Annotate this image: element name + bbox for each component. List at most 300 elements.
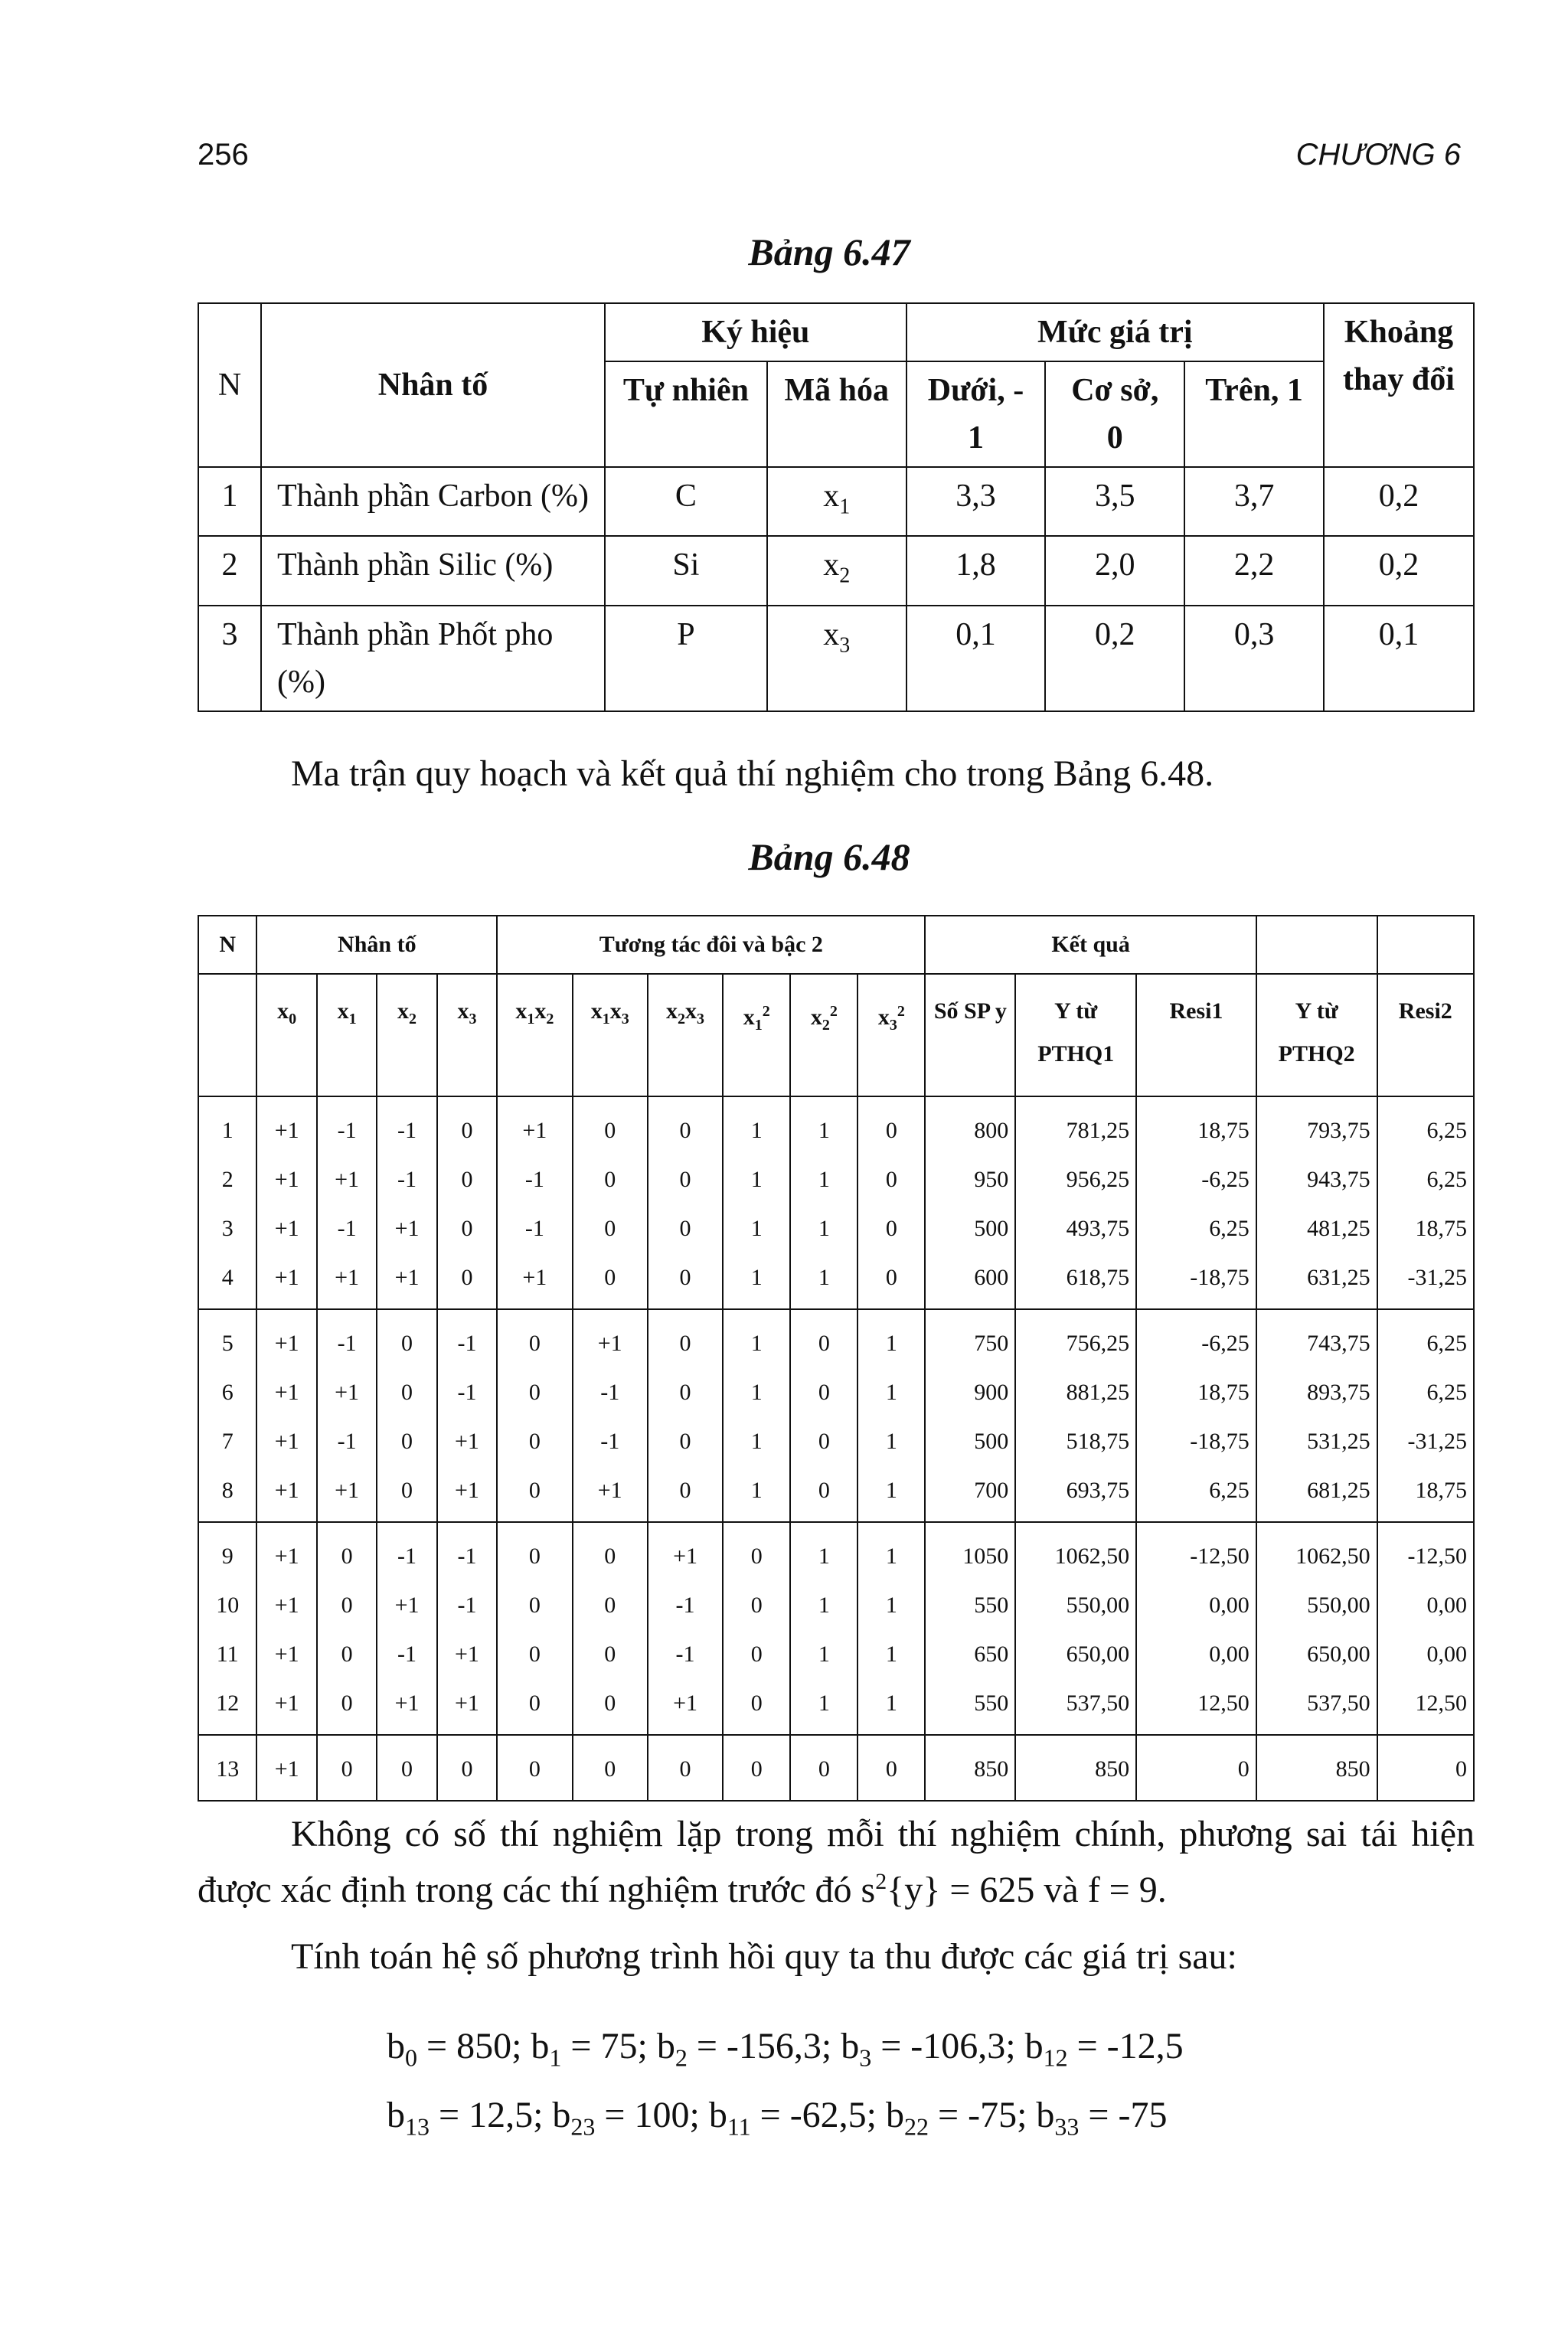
column-header (317, 974, 377, 1096)
table-cell: 0 (377, 1368, 436, 1417)
table-row (198, 1417, 1474, 1466)
factor-name: Thành phần Carbon (%) (261, 467, 605, 536)
header-symbol: x (743, 1004, 755, 1030)
coefficient-subscript: 11 (727, 2112, 751, 2141)
paragraph-variance-text: Không có số thí nghiệm lặp trong mỗi thí nghiệm chính, phương sai tái hiện được xác định trong các thí nghiệm trước đó s (198, 1814, 1475, 1910)
header-natural: Tự nhiên (605, 361, 767, 467)
table-cell: -1 (437, 1309, 497, 1368)
table-cell: 0 (1136, 1735, 1256, 1801)
header-n: N (198, 916, 256, 974)
table-cell: 0 (317, 1522, 377, 1581)
coefficient-value: = -62,5; (750, 2095, 887, 2135)
factor-name: Thành phần Silic (%) (261, 536, 605, 605)
table-cell: 1 (858, 1417, 925, 1466)
table-cell: 1 (790, 1204, 858, 1253)
table-cell: 6,25 (1377, 1368, 1474, 1417)
row-number: 5 (198, 1309, 256, 1368)
table-cell: 537,50 (1256, 1679, 1377, 1735)
row-number: 7 (198, 1417, 256, 1466)
table-cell: +1 (377, 1204, 436, 1253)
table-cell: 0 (317, 1679, 377, 1735)
level-base: 0,2 (1045, 606, 1184, 711)
coefficient-subscript: 13 (405, 2112, 430, 2141)
table-cell: 18,75 (1377, 1204, 1474, 1253)
table-cell: +1 (317, 1466, 377, 1522)
header-subscript: 2 (822, 1017, 830, 1034)
table-cell: 650 (925, 1630, 1015, 1679)
coded-base: x (823, 547, 840, 583)
paragraph-coefficients: Tính toán hệ số phương trình hồi quy ta thu được các giá trị sau: (291, 1936, 1237, 1977)
coefficient-symbol: b (1024, 2026, 1044, 2066)
table-cell: 0 (317, 1581, 377, 1630)
table-cell: 12,50 (1136, 1679, 1256, 1735)
row-number: 8 (198, 1466, 256, 1522)
header-empty (198, 974, 256, 1096)
table-cell: 0 (437, 1253, 497, 1309)
table-cell: 1 (790, 1630, 858, 1679)
column-header (723, 974, 790, 1096)
table-cell: 1062,50 (1015, 1522, 1136, 1581)
table-cell: 756,25 (1015, 1309, 1136, 1368)
table-cell: 0 (790, 1309, 858, 1368)
coefficient-value: = -75; (929, 2095, 1037, 2135)
table-cell: -1 (573, 1417, 648, 1466)
table-cell: 1062,50 (1256, 1522, 1377, 1581)
table-cell: 1 (790, 1096, 858, 1155)
coefficient-symbol: b (531, 2026, 550, 2066)
header-symbol: x (810, 1004, 822, 1030)
table-cell: -1 (317, 1417, 377, 1466)
chapter-title: CHƯƠNG 6 (1295, 138, 1461, 172)
table-cell: 0 (497, 1309, 572, 1368)
table-cell: 0 (497, 1679, 572, 1735)
table-cell: 0 (573, 1581, 648, 1630)
table-cell: 1 (790, 1253, 858, 1309)
table-cell: 0 (573, 1204, 648, 1253)
column-header: Resi1 (1136, 974, 1256, 1096)
table-cell: 800 (925, 1096, 1015, 1155)
table-6-48-caption: Bảng 6.48 (748, 835, 910, 878)
header-symbol: x (277, 998, 289, 1024)
table-row (198, 1204, 1474, 1253)
table-cell: 0 (437, 1735, 497, 1801)
table-cell: 0 (377, 1309, 436, 1368)
header-symbol: x (609, 998, 622, 1024)
table-cell: 0 (573, 1679, 648, 1735)
column-header (377, 974, 436, 1096)
table-row (198, 1522, 1474, 1581)
header-symbol: x (666, 998, 678, 1024)
table-cell: 1 (723, 1096, 790, 1155)
table-cell: 0 (648, 1466, 723, 1522)
interval: 0,1 (1324, 606, 1474, 711)
table-cell: 618,75 (1015, 1253, 1136, 1309)
table-row (198, 1630, 1474, 1679)
table-cell: 0 (723, 1522, 790, 1581)
table-row (198, 1309, 1474, 1368)
column-header (790, 974, 858, 1096)
table-cell: 1 (723, 1466, 790, 1522)
table-cell: +1 (256, 1155, 316, 1204)
table-cell: -1 (497, 1155, 572, 1204)
header-level: Mức giá trị (906, 303, 1324, 361)
table-cell: 1 (723, 1253, 790, 1309)
table-cell: 850 (1256, 1735, 1377, 1801)
table-cell: -1 (377, 1096, 436, 1155)
table-cell: -31,25 (1377, 1417, 1474, 1466)
table-cell: 0,00 (1377, 1581, 1474, 1630)
header-factor: Nhân tố (261, 303, 605, 467)
table-cell: 6,25 (1377, 1155, 1474, 1204)
table-cell: +1 (437, 1679, 497, 1735)
table-cell: -12,50 (1136, 1522, 1256, 1581)
coefficient-subscript: 33 (1054, 2112, 1080, 2141)
table-cell: 518,75 (1015, 1417, 1136, 1466)
table-cell: 650,00 (1015, 1630, 1136, 1679)
table-cell: -31,25 (1377, 1253, 1474, 1309)
table-cell: 850 (925, 1735, 1015, 1801)
table-row (198, 1466, 1474, 1522)
row-number: 12 (198, 1679, 256, 1735)
level-base: 2,0 (1045, 536, 1184, 605)
table-cell: 0 (377, 1466, 436, 1522)
table-cell: 0 (790, 1466, 858, 1522)
coefficient-symbol: b (387, 2095, 405, 2135)
table-cell: +1 (437, 1417, 497, 1466)
table-cell: +1 (377, 1581, 436, 1630)
table-cell: -18,75 (1136, 1417, 1256, 1466)
table-cell: 1 (858, 1630, 925, 1679)
table-cell: 0 (723, 1581, 790, 1630)
table-cell: 1 (790, 1581, 858, 1630)
table-cell: 693,75 (1015, 1466, 1136, 1522)
table-cell: 6,25 (1377, 1096, 1474, 1155)
table-cell: 537,50 (1015, 1679, 1136, 1735)
coefficient-subscript: 12 (1043, 2043, 1068, 2072)
table-cell: 1 (858, 1466, 925, 1522)
header-subscript: 0 (289, 1011, 297, 1027)
coefficient-value: = -106,3; (871, 2026, 1025, 2066)
table-cell: -1 (377, 1522, 436, 1581)
row-number: 1 (198, 1096, 256, 1155)
table-cell: 1 (723, 1204, 790, 1253)
row-number: 11 (198, 1630, 256, 1679)
table-cell: 0 (497, 1522, 572, 1581)
coefficient-symbol: b (841, 2026, 860, 2066)
row-number: 13 (198, 1735, 256, 1801)
coded-symbol (767, 606, 906, 711)
table-cell: 850 (1015, 1735, 1136, 1801)
table-cell: 550 (925, 1581, 1015, 1630)
table-cell: 893,75 (1256, 1368, 1377, 1417)
table-cell: 18,75 (1377, 1466, 1474, 1522)
table-cell: 900 (925, 1368, 1015, 1417)
header-symbol: x (515, 998, 528, 1024)
table-6-47 (198, 302, 1475, 712)
header-subscript: 2 (678, 1011, 686, 1027)
table-6-47-caption: Bảng 6.47 (748, 230, 910, 273)
header-subscript: 3 (621, 1011, 629, 1027)
row-number: 10 (198, 1581, 256, 1630)
table-cell: +1 (437, 1630, 497, 1679)
coded-subscript: 3 (839, 633, 851, 658)
table-cell: 0 (723, 1630, 790, 1679)
coefficient-subscript: 1 (549, 2043, 562, 2072)
table-cell: -1 (377, 1630, 436, 1679)
coded-base: x (823, 616, 840, 652)
table-cell: 956,25 (1015, 1155, 1136, 1204)
superscript: 2 (875, 1869, 887, 1894)
header-subscript: 2 (409, 1011, 417, 1027)
natural-symbol: P (605, 606, 767, 711)
coefficient-subscript: 22 (904, 2112, 929, 2141)
coefficient-symbol: b (552, 2095, 571, 2135)
table-cell: -1 (437, 1581, 497, 1630)
table-cell: 881,25 (1015, 1368, 1136, 1417)
table-cell: +1 (377, 1253, 436, 1309)
table-cell: -1 (648, 1581, 723, 1630)
table-row (198, 1581, 1474, 1630)
header-factor: Nhân tố (256, 916, 497, 974)
header-subscript: 1 (754, 1017, 763, 1034)
coefficient-subscript: 0 (405, 2043, 417, 2072)
header-subscript: 2 (546, 1011, 554, 1027)
natural-symbol: C (605, 467, 767, 536)
row-number: 9 (198, 1522, 256, 1581)
interval: 0,2 (1324, 536, 1474, 605)
coefficient-value: = 12,5; (430, 2095, 553, 2135)
column-header (437, 974, 497, 1096)
table-cell: 550 (925, 1679, 1015, 1735)
header-result: Kết quả (925, 916, 1256, 974)
table-cell: 1 (790, 1679, 858, 1735)
header-coded: Mã hóa (767, 361, 906, 467)
table-cell: -18,75 (1136, 1253, 1256, 1309)
table-cell: 0 (648, 1417, 723, 1466)
table-cell: -1 (377, 1155, 436, 1204)
header-subscript: 3 (697, 1011, 705, 1027)
header-symbol: x (457, 998, 469, 1024)
table-cell: 6,25 (1136, 1466, 1256, 1522)
header-symbol: x (590, 998, 603, 1024)
table-cell: 0 (317, 1630, 377, 1679)
coded-base: x (823, 479, 840, 514)
coefficient-symbol: b (708, 2095, 727, 2135)
table-cell: 0 (648, 1096, 723, 1155)
table-cell: 0 (317, 1735, 377, 1801)
table-cell: 600 (925, 1253, 1015, 1309)
equation-line-1 (387, 2025, 1184, 2073)
table-cell: 750 (925, 1309, 1015, 1368)
table-cell: 0 (437, 1155, 497, 1204)
column-header (497, 974, 572, 1096)
header-low: Dưới, - 1 (906, 361, 1046, 467)
table-cell: 0 (573, 1253, 648, 1309)
column-header (858, 974, 925, 1096)
natural-symbol: Si (605, 536, 767, 605)
table-cell: +1 (256, 1253, 316, 1309)
table-cell: +1 (256, 1630, 316, 1679)
coefficient-value: = -75 (1079, 2095, 1168, 2135)
table-cell: 0 (648, 1204, 723, 1253)
table-row (198, 467, 1474, 536)
table-cell: +1 (573, 1466, 648, 1522)
table-cell: 0 (648, 1735, 723, 1801)
interval: 0,2 (1324, 467, 1474, 536)
table-cell: 0 (573, 1522, 648, 1581)
table-cell: -6,25 (1136, 1155, 1256, 1204)
table-cell: -1 (648, 1630, 723, 1679)
table-row (198, 1253, 1474, 1309)
column-header: Resi2 (1377, 974, 1474, 1096)
table-cell: 943,75 (1256, 1155, 1377, 1204)
coefficient-value: = -12,5 (1067, 2026, 1184, 2066)
table-cell: 6,25 (1377, 1309, 1474, 1368)
table-cell: 0 (573, 1096, 648, 1155)
column-header: Y từ PTHQ1 (1015, 974, 1136, 1096)
table-cell: +1 (377, 1679, 436, 1735)
table-cell: +1 (437, 1466, 497, 1522)
coefficient-value: = 850; (417, 2026, 531, 2066)
table-cell: -1 (437, 1368, 497, 1417)
coefficient-value: = 75; (561, 2026, 657, 2066)
table-cell: 0 (497, 1735, 572, 1801)
table-row (198, 1155, 1474, 1204)
row-number: 4 (198, 1253, 256, 1309)
table-cell: +1 (648, 1522, 723, 1581)
table-cell: -12,50 (1377, 1522, 1474, 1581)
table-cell: 18,75 (1136, 1096, 1256, 1155)
header-symbol: x (337, 998, 349, 1024)
equation-line-2 (387, 2094, 1167, 2141)
header-interval: Khoảng thay đổi (1324, 303, 1474, 467)
header-subscript: 1 (527, 1011, 535, 1027)
column-header: Y từ PTHQ2 (1256, 974, 1377, 1096)
table-cell: 550,00 (1256, 1581, 1377, 1630)
table-cell: 650,00 (1256, 1630, 1377, 1679)
table-cell: 0 (497, 1417, 572, 1466)
table-cell: 0 (437, 1096, 497, 1155)
factor-name: Thành phần Phốt pho (%) (261, 606, 605, 711)
table-cell: 631,25 (1256, 1253, 1377, 1309)
table-cell: 700 (925, 1466, 1015, 1522)
table-cell: 481,25 (1256, 1204, 1377, 1253)
header-subscript: 3 (889, 1017, 897, 1034)
coefficient-subscript: 3 (859, 2043, 872, 2072)
intro-text: Ma trận quy hoạch và kết quả thí nghiệm cho trong Bảng 6.48. (291, 753, 1214, 794)
table-cell: 0 (790, 1417, 858, 1466)
paragraph-variance (198, 1811, 1475, 1914)
table-cell: 0 (790, 1368, 858, 1417)
table-row (198, 536, 1474, 605)
table-cell: 0 (648, 1155, 723, 1204)
row-number: 3 (198, 1204, 256, 1253)
table-cell: +1 (256, 1309, 316, 1368)
table-cell: 0 (858, 1155, 925, 1204)
coded-symbol (767, 536, 906, 605)
table-cell: +1 (317, 1368, 377, 1417)
table-cell: 950 (925, 1155, 1015, 1204)
table-cell: 1 (723, 1417, 790, 1466)
table-row (198, 1735, 1474, 1801)
table-cell: -1 (317, 1204, 377, 1253)
header-symbol: x (534, 998, 547, 1024)
table-cell: 6,25 (1136, 1204, 1256, 1253)
table-row (198, 1096, 1474, 1155)
row-number: 2 (198, 1155, 256, 1204)
table-cell: 0 (497, 1630, 572, 1679)
level-high: 0,3 (1184, 606, 1324, 711)
table-cell: 0 (377, 1735, 436, 1801)
table-cell: 0,00 (1136, 1581, 1256, 1630)
row-number: 1 (198, 467, 261, 536)
paragraph-variance-tail: {y} = 625 và f = 9. (887, 1870, 1167, 1910)
table-cell: 500 (925, 1417, 1015, 1466)
header-base: Cơ sở, 0 (1045, 361, 1184, 467)
table-cell: 0 (648, 1368, 723, 1417)
table-row (198, 606, 1474, 711)
header-symbol: x (397, 998, 410, 1024)
coefficient-value: = 100; (595, 2095, 709, 2135)
table-6-48 (198, 915, 1475, 1802)
header-symbol: x (877, 1004, 890, 1030)
level-base: 3,5 (1045, 467, 1184, 536)
coefficient-subscript: 2 (675, 2043, 688, 2072)
table-row (198, 1368, 1474, 1417)
table-cell: 0,00 (1377, 1630, 1474, 1679)
table-cell: 1 (858, 1581, 925, 1630)
table-cell: 0,00 (1136, 1630, 1256, 1679)
table-cell: +1 (256, 1522, 316, 1581)
table-cell: +1 (497, 1096, 572, 1155)
table-cell: 0 (497, 1581, 572, 1630)
page-number: 256 (198, 138, 249, 172)
table-cell: 0 (573, 1735, 648, 1801)
table-cell: 0 (497, 1466, 572, 1522)
table-cell: 1 (723, 1155, 790, 1204)
table-cell: 550,00 (1015, 1581, 1136, 1630)
header-symbol: x (685, 998, 697, 1024)
column-header: Số SP y (925, 974, 1015, 1096)
table-cell: +1 (256, 1368, 316, 1417)
coded-subscript: 1 (839, 495, 851, 519)
level-low: 1,8 (906, 536, 1046, 605)
table-cell: +1 (256, 1679, 316, 1735)
table-cell: +1 (256, 1466, 316, 1522)
table-cell: 0 (723, 1679, 790, 1735)
table-cell: +1 (256, 1581, 316, 1630)
page-header (198, 138, 1461, 184)
coefficient-subscript: 23 (570, 2112, 596, 2141)
table-cell: 18,75 (1136, 1368, 1256, 1417)
table-cell: 1 (858, 1368, 925, 1417)
table-cell: +1 (256, 1204, 316, 1253)
header-subscript: 1 (602, 1011, 610, 1027)
table-cell: -1 (573, 1368, 648, 1417)
table-cell: 1 (858, 1522, 925, 1581)
coefficient-symbol: b (1036, 2095, 1055, 2135)
coefficient-symbol: b (656, 2026, 675, 2066)
table-cell: 1050 (925, 1522, 1015, 1581)
coefficient-symbol: b (886, 2095, 905, 2135)
table-cell: 0 (648, 1253, 723, 1309)
table-cell: 0 (790, 1735, 858, 1801)
table-cell: -1 (317, 1309, 377, 1368)
header-subscript: 1 (348, 1011, 357, 1027)
table-cell: +1 (317, 1253, 377, 1309)
level-high: 3,7 (1184, 467, 1324, 536)
table-cell: -1 (437, 1522, 497, 1581)
